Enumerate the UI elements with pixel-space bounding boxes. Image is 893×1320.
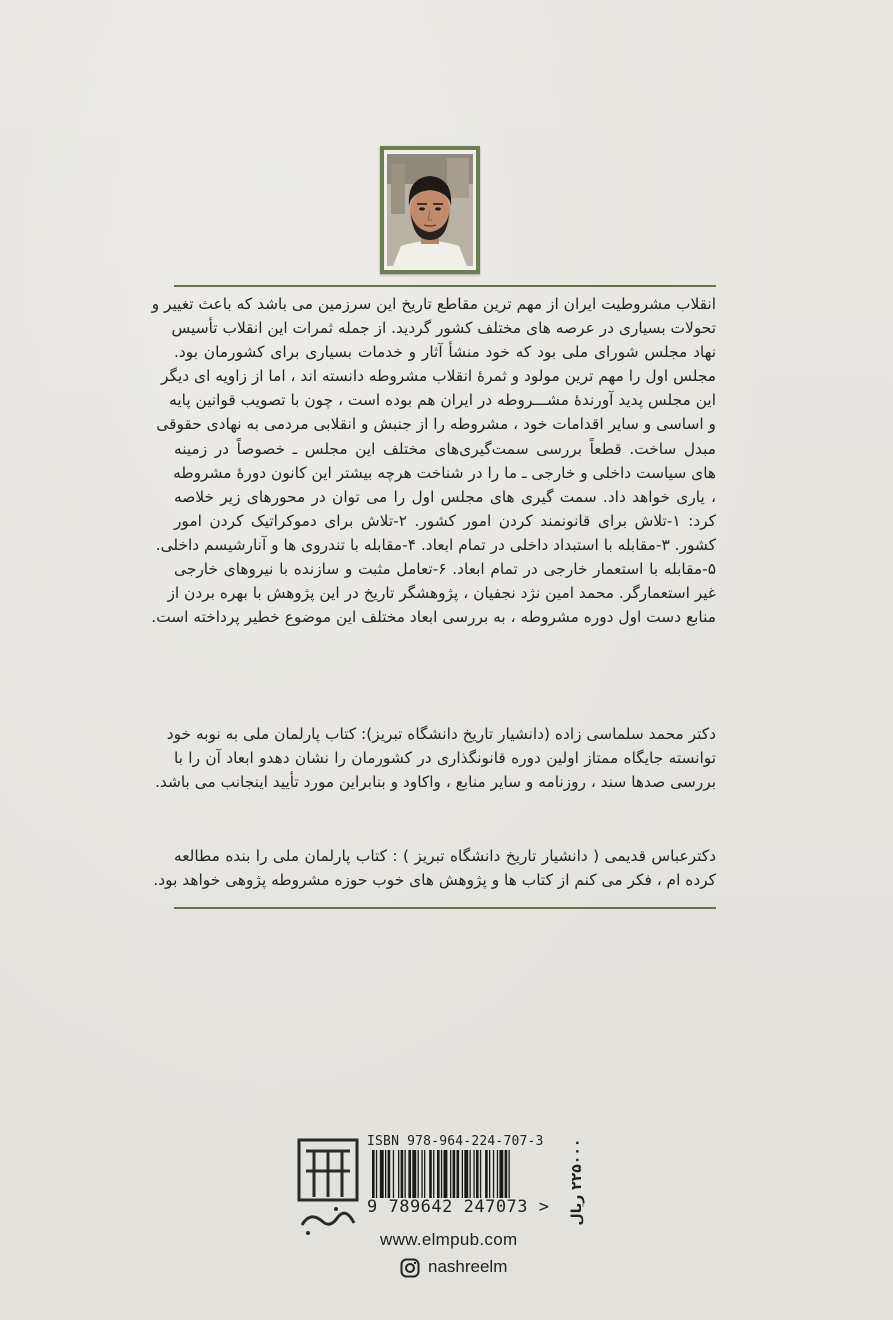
synopsis-paragraph	[151, 292, 716, 629]
text-line: دکتر محمد سلماسی زاده (دانشیار تاریخ دانشگاه تبریز): کتاب پارلمان ملی به نوبه خود	[166, 725, 716, 743]
text-line: ، یاری خواهد داد. سمت گیری های مجلس اول را می توان در محورهای زیر خلاصه	[174, 487, 716, 506]
price-text: ۲۲۵۰۰۰ ریال	[569, 1138, 585, 1226]
text-line: کرد: ۱-تلاش برای قانونمند کردن امور کشور. ۲-تلاش برای دموکراتیک کردن امور	[174, 511, 716, 530]
text-line: نهاد مجلس شورای ملی بود که خود منشأ آثار و خدمات بسیاری برای کشورمان بود.	[174, 343, 716, 362]
isbn-barcode	[372, 1150, 558, 1198]
text-line: ۵-مقابله با استعمار خارجی در تمام ابعاد. ۶-تعامل مثبت و سازنده با نیروهای خارجی	[174, 560, 716, 579]
author-portrait-image	[387, 153, 473, 267]
bottom-divider	[174, 907, 716, 909]
publisher-website[interactable]: www.elmpub.com	[380, 1230, 518, 1249]
text-line: دکترعباس قدیمی ( دانشیار تاریخ دانشگاه تبریز ) : کتاب پارلمان ملی را بنده مطالعه	[174, 847, 716, 865]
isbn-text: ISBN 978-964-224-707-3	[367, 1134, 544, 1149]
barcode-digits: 9 789642 247073 >	[367, 1197, 550, 1217]
text-line: کرده ام ، فکر می کنم از کتاب ها و پژوهش های خوب حوزه مشروطه پژوهی خواهد بود.	[153, 871, 716, 890]
text-line: تحولات بسیاری در عرصه های مختلف کشور گردید. از جمله ثمرات این انقلاب تأسیس	[171, 319, 716, 338]
publisher-logo-icon	[296, 1137, 360, 1241]
text-line: مبدل ساخت. قطعاً بررسی سمت‌گیری‌های مختلف این مجلس ـ خصوصاً در زمینه	[174, 439, 716, 458]
text-line: این مجلس پدید آورندهٔ مشـــروطه در ایران هم بوده است ، چون با تصویب قوانین پایه	[169, 391, 716, 410]
instagram-icon	[400, 1258, 420, 1278]
text-line: مجلس اول را مهم ترین مولود و ثمرهٔ انقلاب مشروطه دانسته اند ، اما از زاویه ای دیگر	[161, 367, 716, 386]
text-line: های سیاست داخلی و خارجی ـ ما را در شناخت هرچه بیشتر این کانون دورهٔ مشروطه	[173, 463, 716, 482]
instagram-handle[interactable]: nashreelm	[428, 1257, 508, 1276]
text-line: انقلاب مشروطیت ایران از مهم ترین مقاطع تاریخ این سرزمین می باشد که باعث تغییر و	[151, 295, 716, 313]
author-photo	[380, 146, 480, 274]
publisher-logo	[296, 1137, 360, 1241]
text-line: منابع دست اول دوره مشروطه ، به بررسی ابعاد مختلف این موضوع خطیر پرداخته است.	[151, 608, 716, 627]
text-line: و اساسی و سایر اقدامات خود ، مشروطه را از جنبش و انقلابی مردمی به نهادی حقوقی	[156, 415, 716, 434]
text-line: کشور. ۳-مقابله با استبداد داخلی در تمام ابعاد. ۴-مقابله با تندروی ها و آنارشیسم داخلی.	[155, 535, 716, 554]
text-line: بررسی صدها سند ، روزنامه و سایر منابع ، واکاود و بنابراین مورد تأیید اینجانب می باشد.	[154, 773, 716, 792]
text-line: توانسته جایگاه ممتاز اولین دوره قانونگذاری در کشورمان را نشان دهدو ابعاد آن را با	[174, 749, 716, 768]
review-ghadimi	[153, 844, 716, 892]
review-salmasizadeh	[154, 722, 716, 794]
price-label	[566, 1136, 588, 1228]
text-line: غیر استعمارگر. محمد امین نژد نجفیان ، پژوهشگر تاریخ در این پژوهش با بهره بردن از	[167, 584, 716, 603]
top-divider	[174, 285, 716, 287]
